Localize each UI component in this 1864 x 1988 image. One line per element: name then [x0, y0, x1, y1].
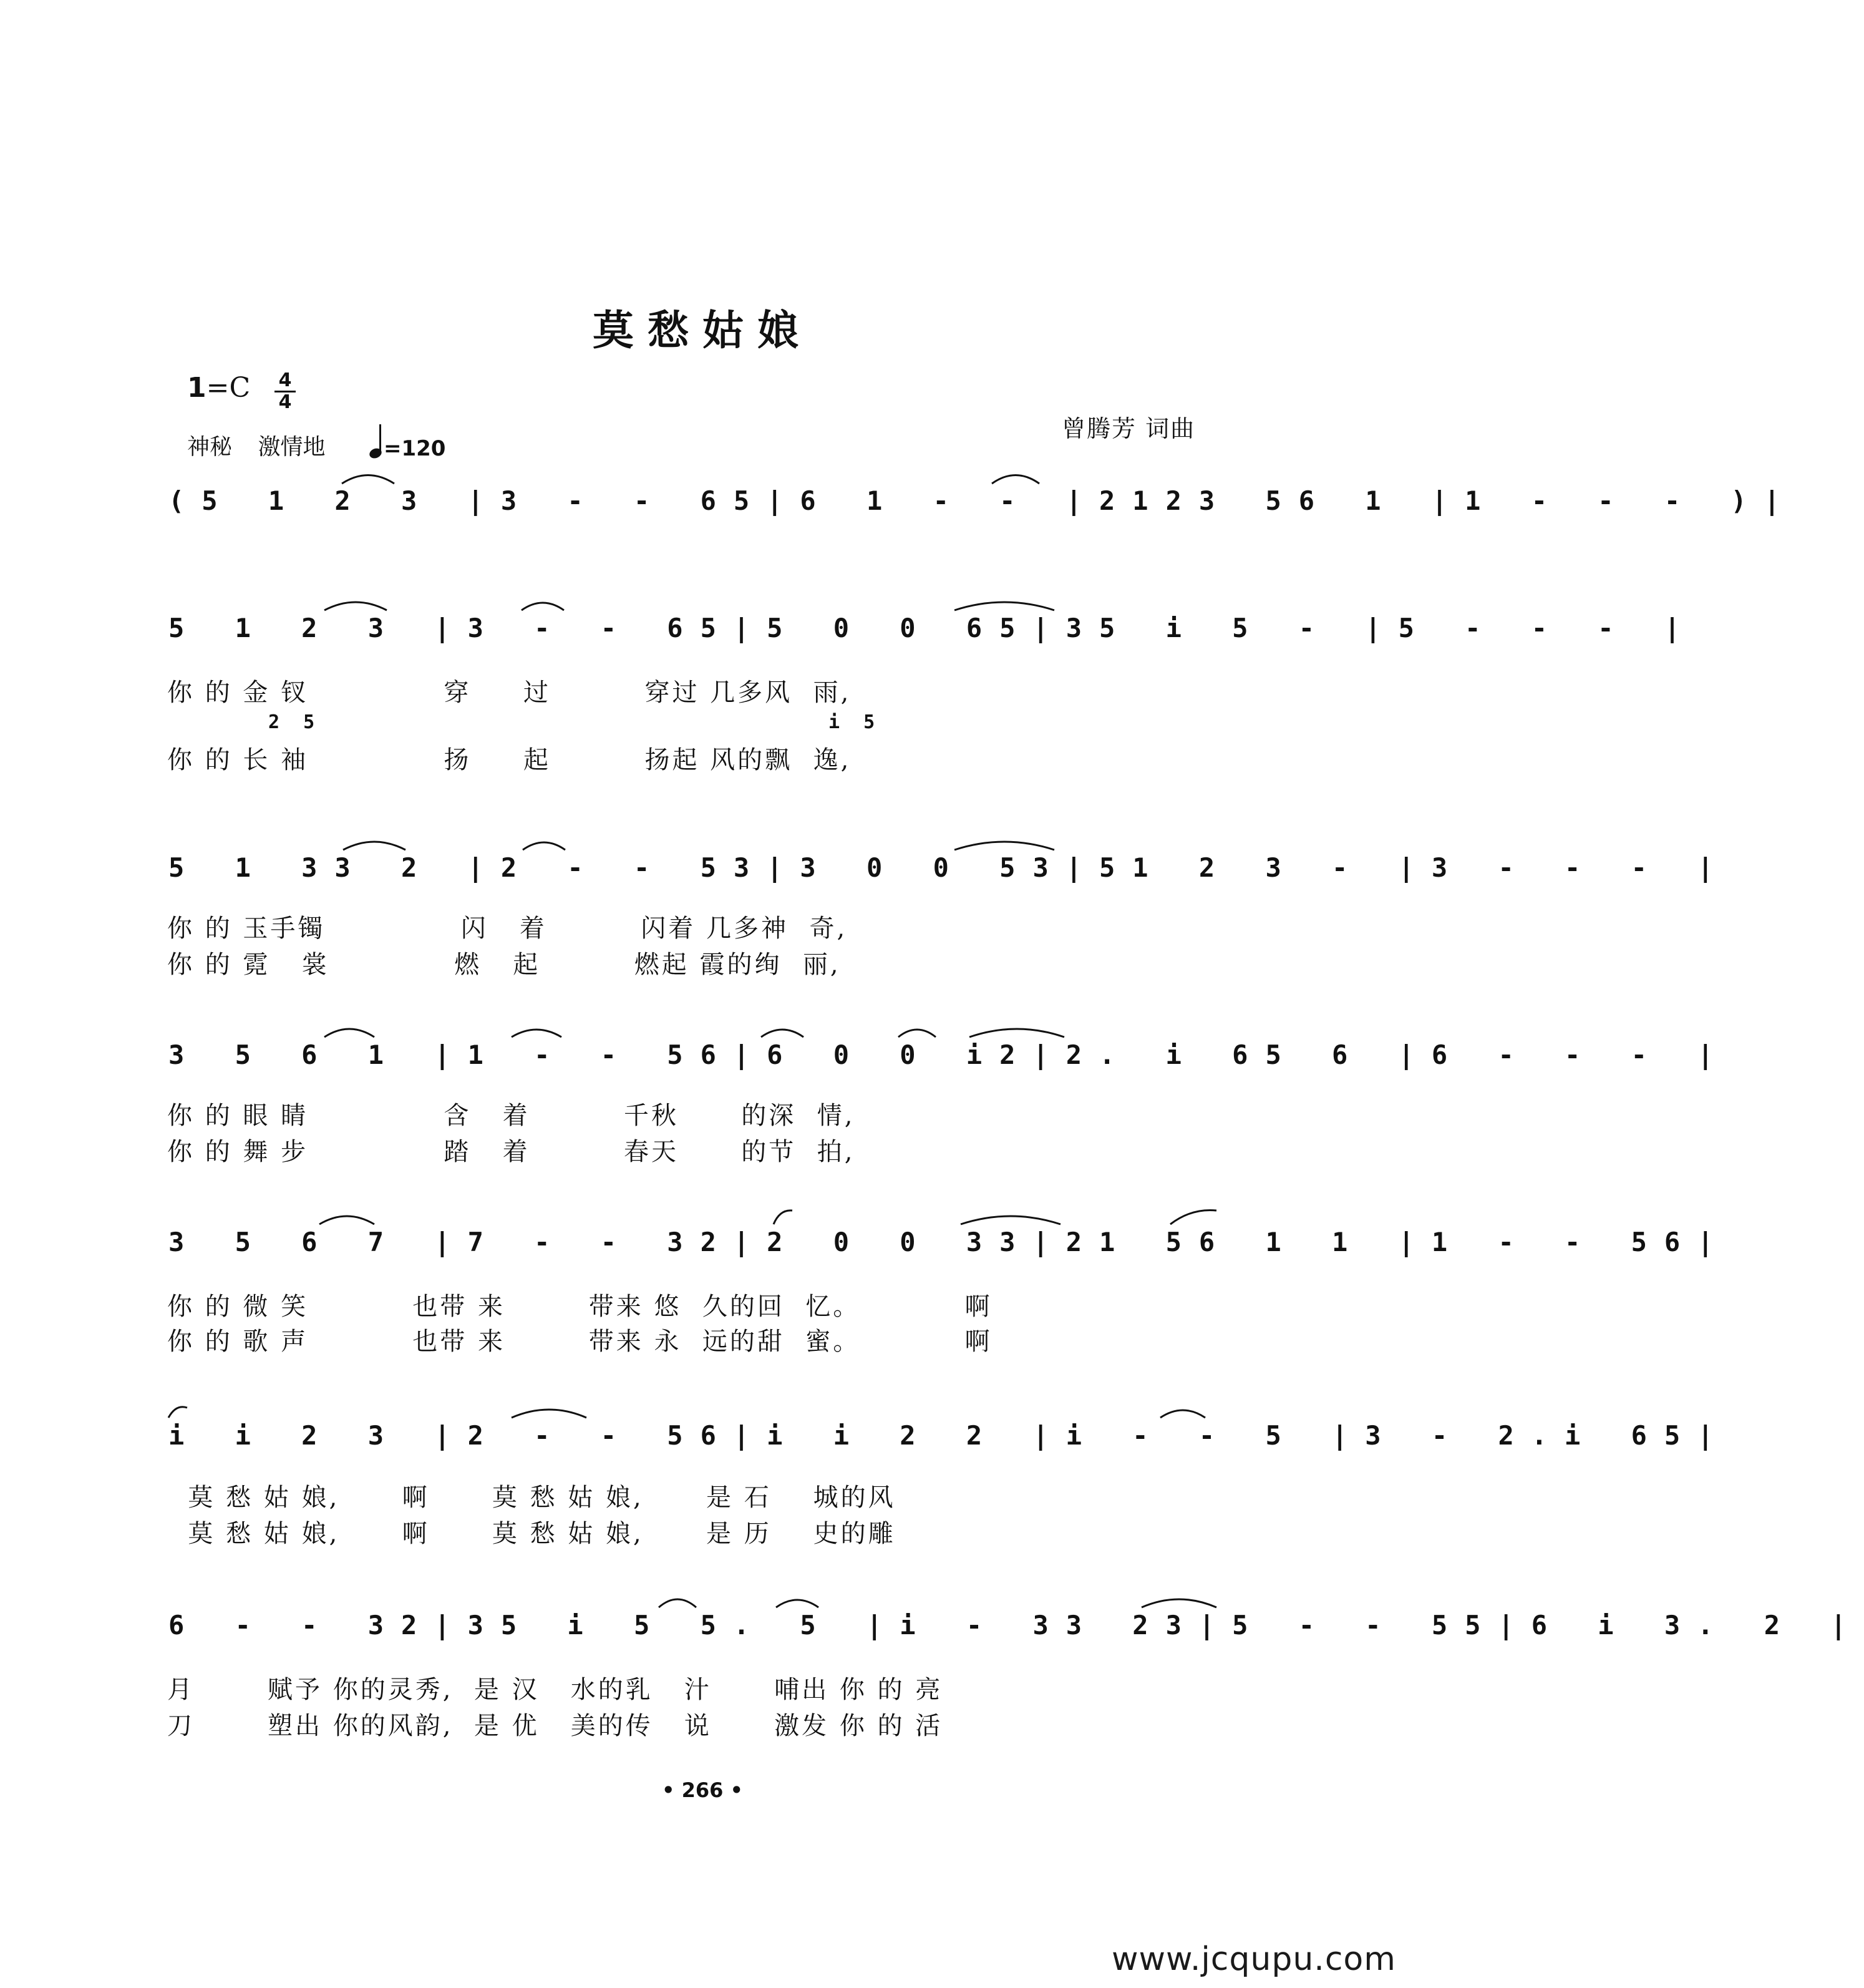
song-title: 莫愁姑娘 [593, 306, 812, 354]
slur-arc [954, 602, 1054, 610]
slur-arc [961, 1216, 1061, 1224]
page-number: • 266 • [662, 1778, 743, 1802]
lyrics-line-2-verse-2: 你 的 长 袖 扬 起 扬起 风的飘 逸, [167, 746, 852, 774]
slur-arc [1170, 1210, 1216, 1224]
lyrics-line-3-verse-1: 你 的 玉手镯 闪 着 闪着 几多神 奇, [167, 914, 848, 943]
slur-arc [761, 1030, 803, 1037]
lyrics-line-5-verse-2: 你 的 歌 声 也带 来 带来 永 远的甜 蜜。 啊 [167, 1327, 993, 1356]
time-signature-top: 4 [274, 371, 296, 392]
lyrics-line-2-verse-1: 你 的 金 钗 穿 过 穿过 几多风 雨, [167, 678, 852, 707]
slur-arc [342, 475, 394, 484]
slur-arc [512, 1410, 586, 1418]
notation-line-1: (5 1 2 3 |3 - - 65|6 1 - - |2123 56 1 |1 - - - )| [168, 485, 1798, 516]
key-signature [187, 372, 250, 404]
notation-line-5: 3 5 6 7 |7 - - 32|2 0 0 33|21 56 1 1 |1 - - 56| [168, 1227, 1731, 1257]
slur-arc [969, 1029, 1064, 1037]
slur-arc [774, 1211, 792, 1224]
slur-arc [1160, 1410, 1205, 1418]
notation-line-6: i i 2 3 |2 - - 56|i i 2 2 |i - - 5 |3 - 2.i 65| [168, 1420, 1731, 1451]
slur-arc [522, 603, 564, 610]
slur-arc [512, 1030, 561, 1037]
slur-arc [324, 602, 387, 610]
lyrics-line-6-verse-1: 莫 愁 姑 娘, 啊 莫 愁 姑 娘, 是 石 城的风 [167, 1483, 896, 1512]
expression-mystery: 神秘 [187, 434, 233, 460]
slur-arc [343, 842, 405, 850]
composer-credit: 曾腾芳 词曲 [1062, 415, 1196, 442]
slur-arc [954, 842, 1054, 850]
slur-arc [168, 1407, 187, 1418]
notation-line-3: 5 1 33 2 |2 - - 53|3 0 0 53|51 2 3 - |3 - - - | [168, 852, 1731, 883]
slur-arc [324, 1029, 374, 1037]
slur-arc [319, 1216, 374, 1224]
slur-arc [776, 1600, 818, 1607]
expression-marks [187, 429, 344, 461]
slur-arc [898, 1030, 936, 1037]
grace-notes-2b: i 5 [828, 711, 881, 733]
site-watermark: www.jcqupu.com [1112, 1941, 1396, 1978]
lyrics-line-7-verse-2: 刀 塑出 你的风韵, 是 优 美的传 说 激发 你 的 活 [167, 1712, 943, 1740]
time-signature-bottom: 4 [278, 391, 292, 413]
slur-arc [659, 1599, 696, 1607]
notation-line-2: 5 1 2 3 |3 - - 65|5 0 0 65|35 i 5 - |5 - - - | [168, 613, 1698, 643]
notation-line-7: 6 - - 32|35 i 5 5. 5 |i - 33 23|5 - - 55|6 i 3. 2 | [168, 1610, 1864, 1640]
lyrics-line-5-verse-1: 你 的 微 笑 也带 来 带来 悠 久的回 忆。 啊 [167, 1292, 993, 1321]
lyrics-line-3-verse-2: 你 的 霓 裳 燃 起 燃起 霞的绚 丽, [167, 950, 841, 979]
notation-line-4: 3 5 6 1 |1 - - 56|6 0 0 i2|2. i 65 6 |6 - - - | [168, 1040, 1731, 1070]
expression-passion: 激情地 [258, 434, 326, 460]
slur-arc [1142, 1599, 1216, 1607]
lyrics-line-4-verse-1: 你 的 眼 睛 含 着 千秋 的深 情, [167, 1101, 855, 1130]
grace-notes-2a: 2 5 [268, 711, 321, 733]
quarter-note-icon [369, 436, 384, 461]
lyrics-line-7-verse-1: 月 赋予 你的灵秀, 是 汉 水的乳 汁 哺出 你 的 亮 [167, 1675, 943, 1704]
key-rest: =C [206, 372, 251, 404]
lyrics-line-4-verse-2: 你 的 舞 步 踏 着 春天 的节 拍, [167, 1138, 855, 1166]
tempo-value: =120 [384, 436, 446, 461]
slur-arc [992, 475, 1039, 484]
slur-arc [523, 842, 565, 850]
tempo-marking [369, 428, 445, 461]
time-signature [274, 371, 296, 412]
lyrics-line-6-verse-2: 莫 愁 姑 娘, 啊 莫 愁 姑 娘, 是 历 史的雕 [167, 1519, 896, 1548]
key-tonic: 1 [187, 372, 206, 404]
